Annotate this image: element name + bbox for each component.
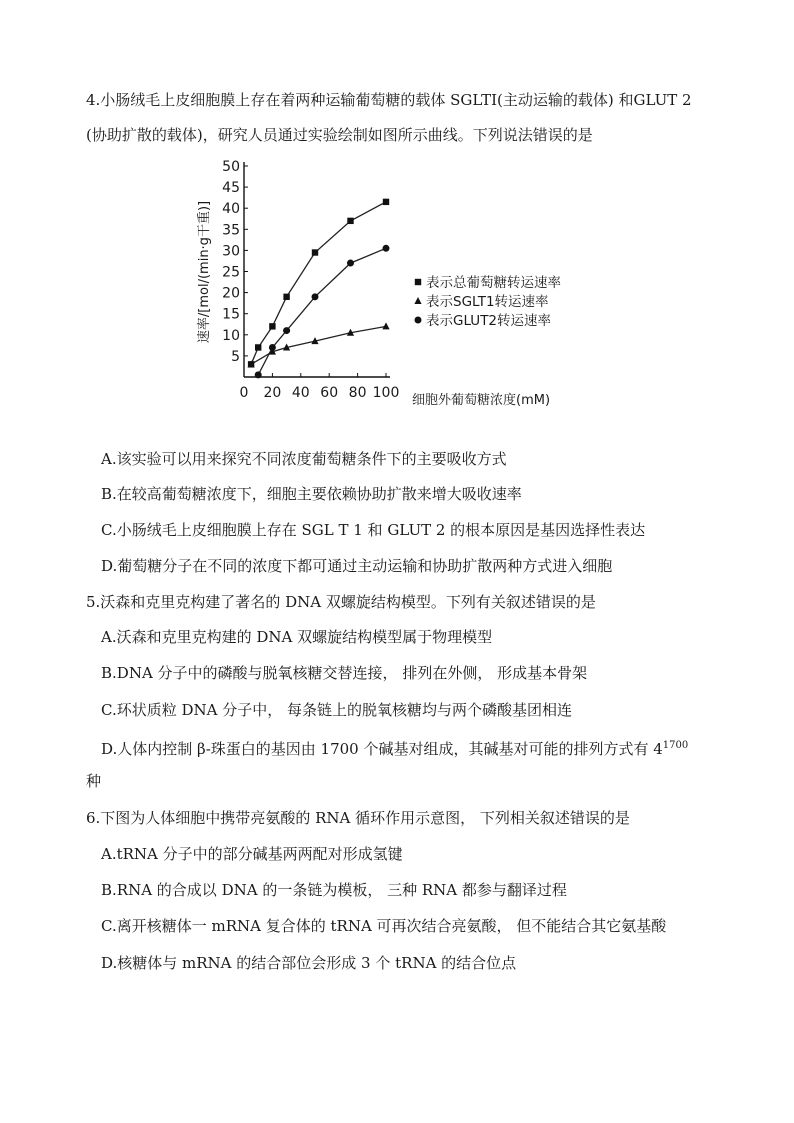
data-point-circle (347, 260, 354, 267)
legend-marker-triangle (414, 297, 421, 304)
y-tick-label: 10 (222, 327, 240, 344)
data-point-square (283, 294, 289, 300)
y-axis-label: 速率/[mol/(min·g干重)] (197, 200, 212, 344)
data-point-square (269, 323, 275, 329)
y-tick-label: 45 (222, 180, 240, 197)
q5-option-d-exponent: 1700 (662, 740, 689, 751)
data-point-circle (312, 293, 319, 300)
series-line-circle (258, 248, 386, 375)
legend-label: 表示总葡萄糖转运速率 (426, 275, 561, 291)
y-tick-label: 50 (222, 159, 240, 175)
q6-option-a: A.tRNA 分子中的部分碱基两两配对形成氢键 (101, 845, 403, 863)
data-point-square (312, 249, 318, 255)
series-points (248, 199, 390, 379)
y-tick-label: 5 (231, 348, 240, 365)
y-tick-label: 20 (222, 285, 240, 302)
q4-option-b: B.在较高葡萄糖浓度下，细胞主要依赖协助扩散来增大吸收速率 (101, 485, 522, 503)
y-tick-label: 30 (222, 243, 240, 260)
q5-option-d (101, 736, 688, 759)
chart-legend (414, 274, 561, 329)
data-point-circle (283, 327, 290, 334)
q5-option-b: B.DNA 分子中的磷酸与脱氧核糖交替连接， 排列在外侧， 形成基本骨架 (101, 664, 588, 682)
q5-option-a: A.沃森和克里克构建的 DNA 双螺旋结构模型属于物理模型 (101, 628, 493, 646)
q6-stem: 6.下图为人体细胞中携带亮氨酸的 RNA 循环作用示意图， 下列相关叙述错误的是 (86, 809, 630, 827)
y-tick-label: 40 (222, 201, 240, 218)
x-tick-label: 40 (291, 385, 310, 401)
data-point-square (383, 199, 389, 205)
q4-option-d: D.葡萄糖分子在不同的浓度下都可通过主动运输和协助扩散两种方式进入细胞 (101, 557, 613, 575)
x-tick-label: 80 (348, 385, 367, 401)
legend-label: 表示GLUT2转运速率 (426, 313, 552, 329)
legend-marker-square (415, 279, 421, 285)
transport-rate-chart (190, 152, 630, 417)
q6-option-b: B.RNA 的合成以 DNA 的一条链为模板， 三种 RNA 都参与翻译过程 (101, 881, 567, 899)
q4-stem-line-1: 4.小肠绒毛上皮细胞膜上存在着两种运输葡萄糖的载体 SGLTI(主动运输的载体) 和GLUT 2 (86, 91, 692, 109)
data-point-square (255, 344, 261, 350)
q4-option-a: A.该实验可以用来探究不同浓度葡萄糖条件下的主要吸收方式 (101, 450, 507, 468)
y-tick-label: 15 (222, 306, 240, 323)
data-point-circle (269, 344, 276, 351)
data-point-circle (383, 245, 390, 252)
q6-option-c: C.离开核糖体一 mRNA 复合体的 tRNA 可再次结合亮氨酸， 但不能结合其它氨基酸 (101, 917, 667, 935)
q6-option-d: D.核糖体与 mRNA 的结合部位会形成 3 个 tRNA 的结合位点 (101, 954, 517, 972)
q5-option-c: C.环状质粒 DNA 分子中， 每条链上的脱氧核糖均与两个磷酸基团相连 (101, 701, 573, 719)
x-tick-label: 100 (372, 385, 400, 401)
x-tick-labels (240, 385, 400, 401)
legend-label: 表示SGLT1转运速率 (426, 294, 549, 310)
chart-axes (244, 162, 390, 377)
x-tick-label: 20 (263, 385, 282, 401)
x-tick-label: 60 (320, 385, 339, 401)
data-point-circle (255, 371, 262, 378)
data-point-square (347, 218, 353, 224)
y-tick-label: 35 (222, 222, 240, 239)
x-axis-label: 细胞外葡萄糖浓度(mM) (412, 393, 551, 408)
y-tick-labels (222, 159, 240, 365)
q5-option-d-text: D.人体内控制 β-珠蛋白的基因由 1700 个碱基对组成，其碱基对可能的排列方式有 4 (101, 740, 663, 758)
y-tick-label: 25 (222, 264, 240, 281)
q4-option-c: C.小肠绒毛上皮细胞膜上存在 SGL T 1 和 GLUT 2 的根本原因是基因选择性表达 (101, 521, 646, 539)
q5-stem: 5.沃森和克里克构建了著名的 DNA 双螺旋结构模型。下列有关叙述错误的是 (86, 593, 596, 611)
q5-option-d-continued: 种 (86, 772, 102, 790)
q4-stem-line-2: (协助扩散的载体)，研究人员通过实验绘制如图所示曲线。下列说法错误的是 (86, 126, 593, 144)
data-point-triangle (382, 322, 389, 329)
legend-marker-circle (415, 317, 422, 324)
x-tick-label: 0 (239, 385, 249, 401)
